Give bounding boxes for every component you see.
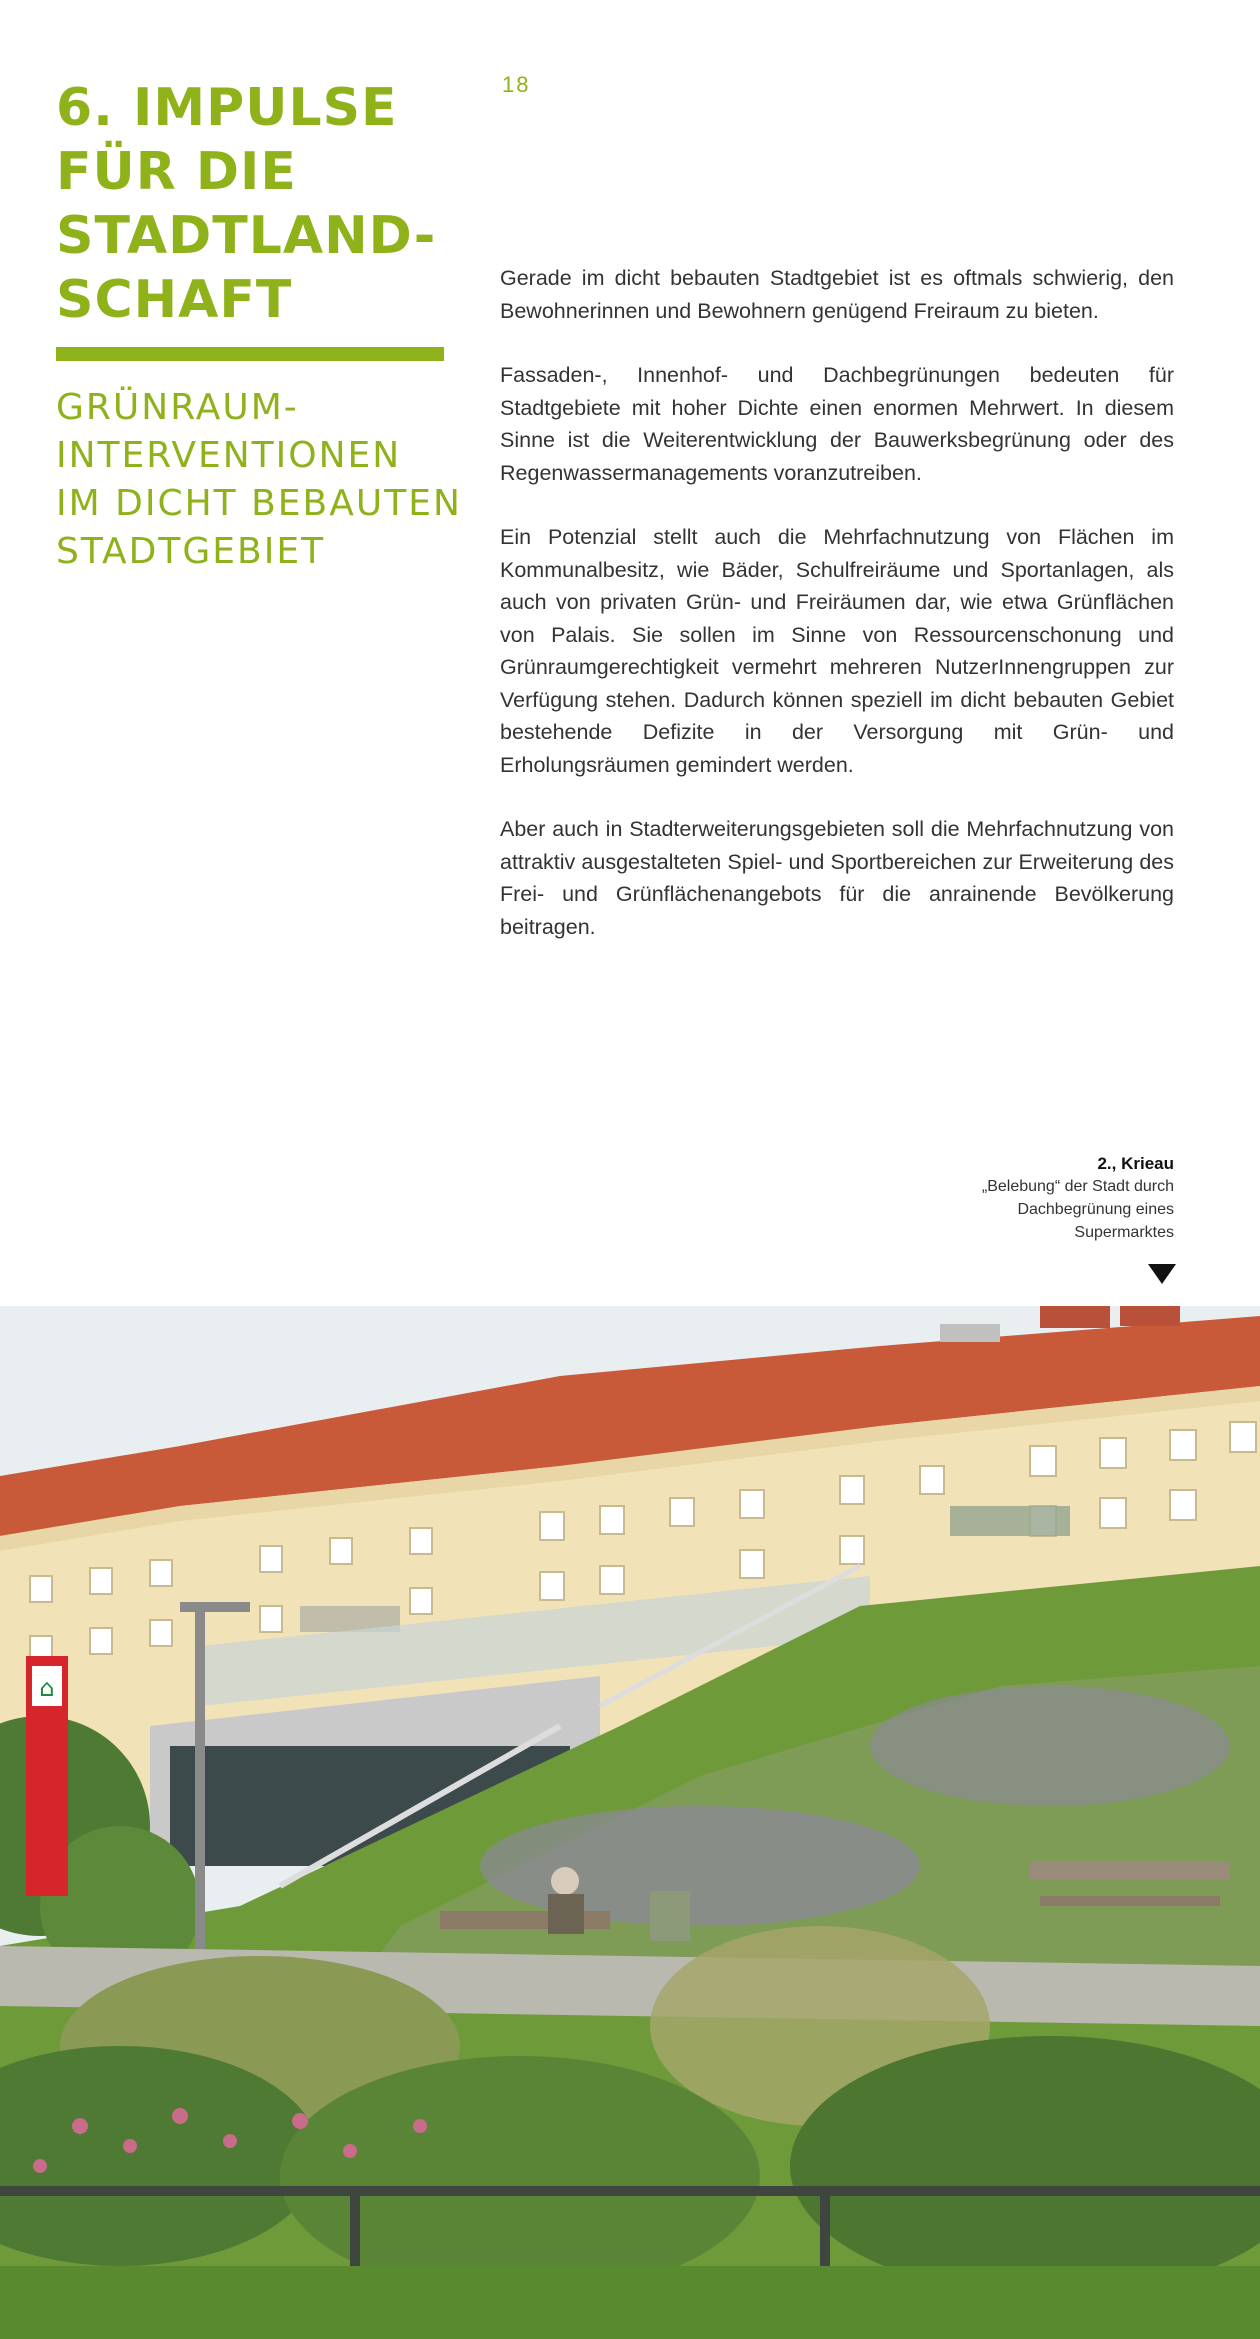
caption-line: Dachbegrünung eines: [1017, 1201, 1174, 1218]
krieau-photo: [0, 1306, 1260, 2339]
paragraph: Aber auch in Stadterweiterungsgebieten soll die Mehrfachnutzung von attraktiv ausgestalteten Spiel- und Sportbereichen zur Erweiterung des Frei- und Grünflächenangebots für die anrainende Bevölkerung beitragen.: [500, 817, 1174, 939]
chapter-title-line: FÜR DIE: [56, 142, 297, 202]
chapter-title: [56, 76, 456, 332]
subtitle-line: STADTGEBIET: [56, 531, 326, 572]
caption-line: „Belebung“ der Stadt durch: [981, 1178, 1174, 1195]
subtitle-line: GRÜNRAUM-: [56, 387, 299, 428]
title-divider: [56, 347, 444, 361]
caption-title: 2., Krieau: [1097, 1154, 1174, 1173]
chapter-title-line: STADTLAND-: [56, 206, 437, 266]
photo-caption: [874, 1152, 1174, 1244]
down-arrow-icon: [1148, 1264, 1176, 1284]
store-sign-icon: ⌂: [39, 1674, 55, 1702]
paragraph: Gerade im dicht bebauten Stadtgebiet ist es oftmals schwierig, den Bewohnerinnen und Bewohnern genügend Freiraum zu bieten.: [500, 266, 1174, 323]
subtitle-line: INTERVENTIONEN: [56, 435, 402, 476]
chapter-title-line: 6. IMPULSE: [56, 78, 398, 138]
chapter-title-line: SCHAFT: [56, 270, 293, 330]
paragraph: Fassaden-, Innenhof- und Dachbegrünungen bedeuten für Stadtgebiete mit hoher Dichte einen enormen Mehrwert. In diesem Sinne ist die Weiterentwicklung der Bauwerksbegrünung oder des Regenwassermanagements voranzutreiben.: [500, 363, 1174, 485]
section-subtitle: [56, 384, 462, 576]
page-number: 18: [502, 72, 531, 97]
paragraph: Ein Potenzial stellt auch die Mehrfachnutzung von Flächen im Kommunalbesitz, wie Bäder, Schulfreiräume und Sportanlagen, als auch von privaten Grün- und Freiräumen dar, wie etwa Grünflächen von Palais. Sie sollen im Sinne von Ressourcenschonung und Grünraumgerechtigkeit vermehrt mehreren NutzerInnengruppen zur Verfügung stehen. Dadurch können speziell im dicht bebauten Gebiet bestehende Defizite in der Versorgung mit Grün- und Erholungsräumen gemindert werden.: [500, 525, 1174, 777]
subtitle-line: IM DICHT BEBAUTEN: [56, 483, 462, 524]
caption-line: Supermarktes: [1074, 1224, 1174, 1241]
body-text: [500, 262, 1174, 975]
